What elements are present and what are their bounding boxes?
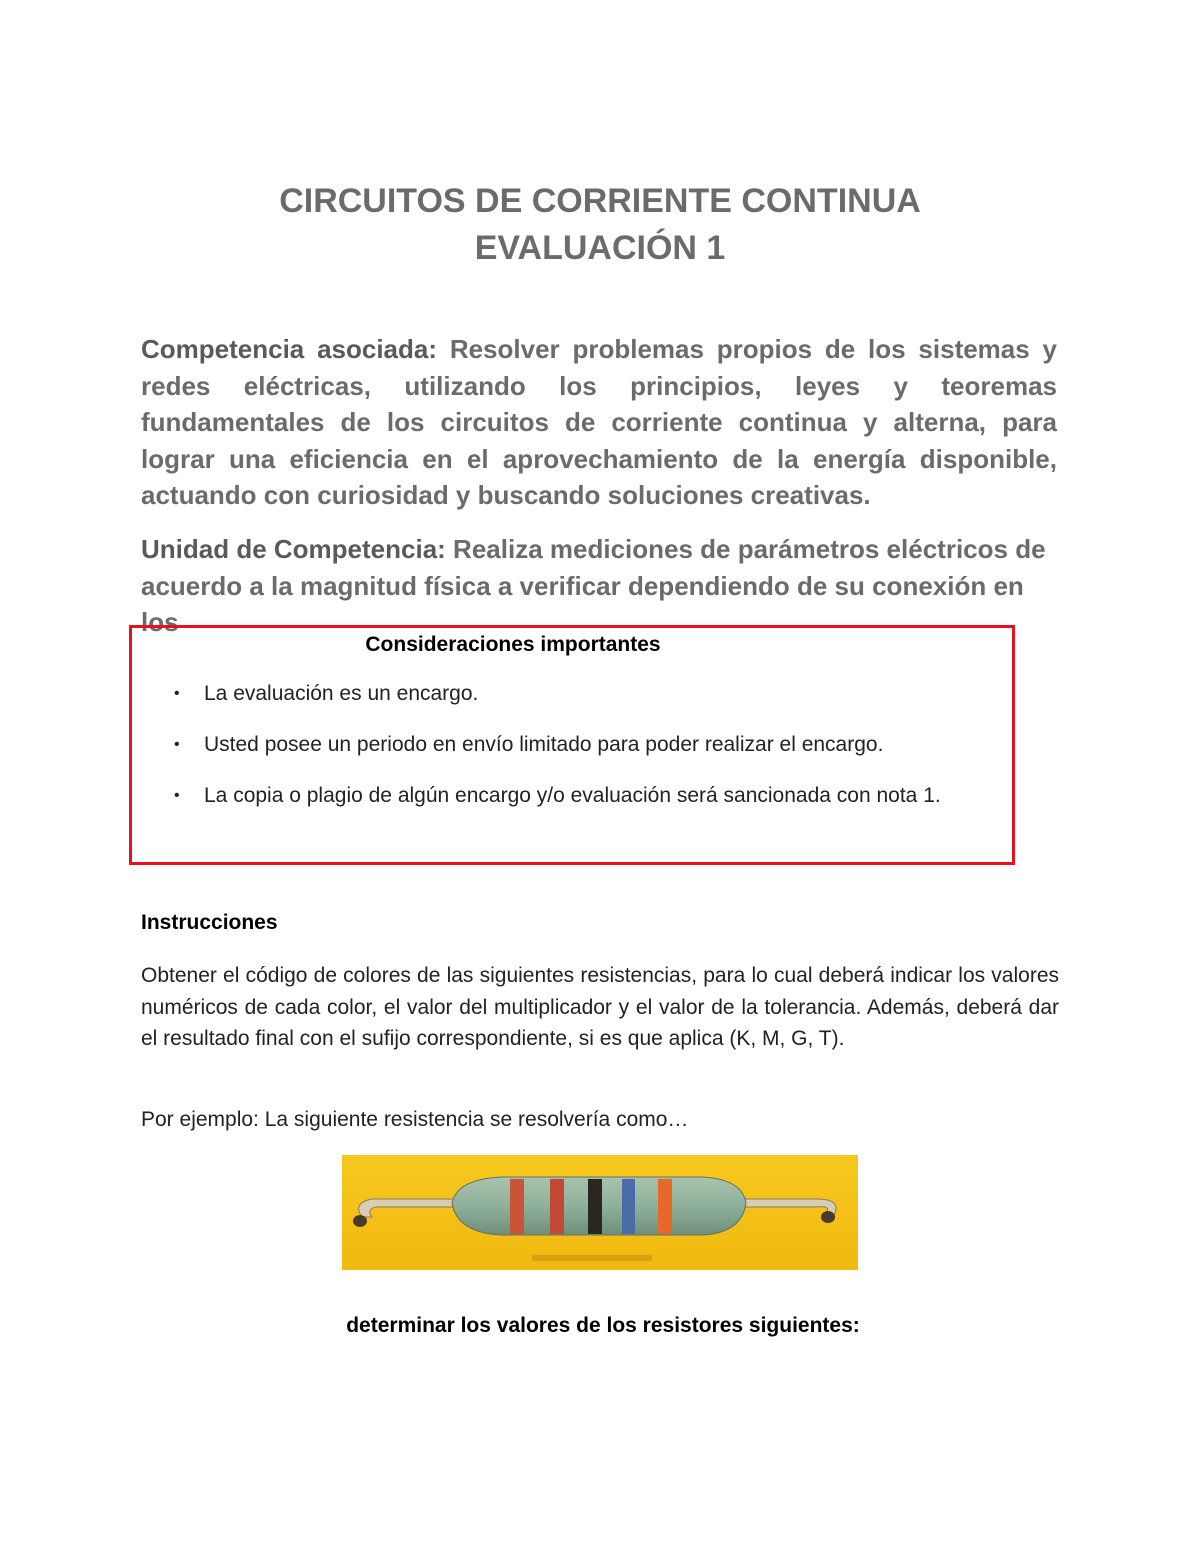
resistors-caption: determinar los valores de los resistores siguientes:	[346, 1314, 860, 1337]
base-print	[532, 1255, 652, 1261]
list-item-text: Usted posee un periodo en envío limitado para poder realizar el encargo.	[204, 733, 884, 756]
considerations-title: Consideraciones importantes	[365, 633, 661, 656]
unidad-text: Realiza mediciones de parámetros eléctricos de acuerdo a la magnitud física a verificar dependiendo de su conexión en los	[141, 534, 1046, 637]
band-1	[510, 1179, 524, 1234]
right-lead-tip	[821, 1211, 835, 1223]
document-title-line2: EVALUACIÓN 1	[474, 229, 726, 267]
considerations-box	[129, 625, 1015, 865]
list-item-text: La copia o plagio de algún encargo y/o evaluación será sancionada con nota 1.	[204, 784, 941, 807]
resistor-photo	[342, 1155, 858, 1270]
band-4	[622, 1179, 635, 1234]
resistor-illustration	[342, 1155, 858, 1270]
competencia-label: Competencia asociada:	[141, 334, 438, 364]
instructions-heading: Instrucciones	[141, 911, 278, 934]
left-lead-tip	[353, 1215, 367, 1227]
band-2	[550, 1179, 564, 1234]
competencia-text: Resolver problemas propios de los sistemas y redes eléctricas, utilizando los principios, leyes y teoremas fundamentales de los circuitos de corriente continua y alterna, para lograr una eficiencia en el aprovechamiento de la energía disponible, actuando con curiosidad y buscando soluciones creativas.	[141, 334, 1057, 510]
instructions-text: Obtener el código de colores de las siguientes resistencias, para lo cual deberá indicar los valores numéricos de cada color, el valor del multiplicador y el valor de la tolerancia. Además, deberá dar el resultado final con el sufijo correspondiente, si es que aplica (K, M, G, T).	[141, 964, 1059, 1050]
band-3	[588, 1179, 602, 1234]
band-5	[658, 1179, 672, 1234]
list-item-text: La evaluación es un encargo.	[204, 682, 479, 705]
document-title-line1: CIRCUITOS DE CORRIENTE CONTINUA	[279, 182, 921, 220]
unidad-label: Unidad de Competencia:	[141, 534, 446, 564]
competencia-paragraph	[141, 331, 1057, 514]
example-text: Por ejemplo: La siguiente resistencia se resolvería como…	[141, 1108, 689, 1131]
bullet-icon: •	[174, 685, 180, 702]
bullet-icon: •	[174, 787, 180, 804]
bullet-icon: •	[174, 736, 180, 753]
